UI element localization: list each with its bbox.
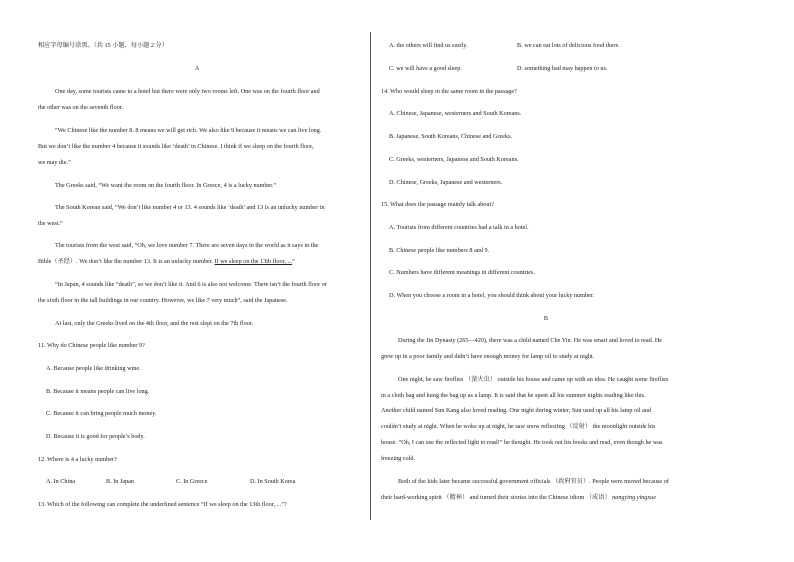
- q14-option-d[interactable]: D. Chinese, Greeks, Japanese and westerners.: [389, 179, 503, 186]
- passage-b-p2-line6: freezing cold.: [381, 455, 416, 462]
- passage-b-p2-line4: couldn’t study at night. When he woke up at night, he saw snow reflecting （反射） the moonlight outside his: [381, 423, 656, 430]
- q12-option-c[interactable]: C. In Greece: [176, 478, 208, 485]
- passage-a-p7: At last, only the Greeks lived on the 4th floor, and the rest slept on the 7th floor.: [55, 320, 254, 327]
- passage-b-p2-line1: One night, he saw fireflies （萤火虫） outside his house and came up with an idea. He caught some fireflies: [398, 376, 669, 383]
- q15-option-a[interactable]: A. Tourists from different countries had a talk in a hotel.: [389, 224, 529, 231]
- q13-option-b[interactable]: B. we can eat lots of delicious food there.: [517, 42, 620, 49]
- passage-b-p2-line3: Another child named Sun Kang also loved reading. One night during winter, Sun used up all his lamp oil and: [381, 407, 652, 414]
- question-15: 15. What does the passage mainly talk about?: [381, 201, 494, 208]
- q15-option-b[interactable]: B. Chinese people like numbers 8 and 9.: [389, 247, 490, 254]
- q11-option-c[interactable]: C. Because it can bring people much money.: [46, 410, 157, 417]
- passage-a-p2-line3: we may die.”: [38, 159, 71, 166]
- section-a-heading: A: [194, 65, 200, 72]
- q11-option-a[interactable]: A. Because people like drinking wine.: [46, 365, 141, 372]
- passage-a-p5-line2: [38, 258, 295, 266]
- question-13: 13. Which of the following can complete the underlined sentence “If we sleep on the 13th floor, ...”?: [38, 501, 287, 508]
- q11-option-d[interactable]: D. Because it is good for people’s body.: [46, 433, 145, 440]
- passage-a-p4-line1: The South Korean said, “We don’t like number 4 or 13. 4 sounds like ‘death’ and 13 is an unlucky number in: [55, 204, 325, 211]
- passage-a-p2-line2: But we don’t like the number 4 because it sounds like ‘death’ in Chinese. I think if we sleep on the fourth floor,: [38, 143, 314, 150]
- passage-a-p6-line2: the sixth floor in the tall buildings in our country. However, we like 7 very much”, said the Japanese.: [38, 297, 288, 304]
- underlined-sentence: If we sleep on the 13th floor, ...: [214, 258, 293, 265]
- q15-option-c[interactable]: C. Numbers have different meanings in different countries.: [389, 269, 535, 276]
- q14-option-c[interactable]: C. Greeks, westerners, Japanese and South Koreans.: [389, 156, 519, 163]
- passage-a-p1-line1: One day, some tourists came to a hotel but there were only two rooms left. One was on the fourth floor and: [55, 88, 320, 95]
- passage-b-p2-line2: in a cloth bag and hung the bag up as a lamp. It is said that he spent all his summer nights reading like this.: [381, 392, 646, 399]
- passage-b-p1-line2: grew up in a poor family and didn’t have enough money for lamp oil to study at night.: [381, 353, 595, 360]
- q12-option-a[interactable]: A. In China: [46, 478, 76, 485]
- instruction-header: 相应字母编号涂黑。（共 15 小题，每小题 2 分）: [38, 42, 168, 49]
- q14-option-b[interactable]: B. Japanese, South Koreans, Chinese and Greeks.: [389, 133, 513, 140]
- passage-a-p2-line1: “We Chinese like the number 8. 8 means we will get rich. We also like 9 because it means we can live long.: [55, 127, 322, 134]
- column-divider: [370, 32, 371, 520]
- passage-a-p5-line2-text: Bible（圣经）. We don’t like the number 13. It is an unlucky number.: [38, 258, 214, 265]
- passage-b-p2-line5: house. “Oh, I can use the reflected light to read!” he thought. He took out his books and read, even though he was: [381, 439, 663, 446]
- passage-a-p6-line1: “In Japan, 4 sounds like “death”, so we don’t like it. And 6 is also not welcome. There isn’t the fourth floor or: [55, 281, 327, 288]
- passage-a-p5-line1: The tourists from the west said, “Oh, we love number 7. There are seven days in the world as it says in the: [55, 242, 319, 249]
- passage-b-p3-line2: [381, 494, 656, 502]
- passage-b-p3-line2-text: their hard-working spirit （精神） and turned their stories into the Chinese idiom （成语）: [381, 494, 611, 501]
- q14-option-a[interactable]: A. Chinese, Japanese, westerners and South Koreans.: [389, 110, 522, 117]
- question-12: 12. Where is 4 a lucky number?: [38, 456, 117, 463]
- q13-option-c[interactable]: C. we will have a good sleep.: [389, 65, 462, 72]
- q13-option-d[interactable]: D. something bad may happen to us.: [517, 65, 608, 72]
- q15-option-d[interactable]: D. When you choose a room in a hotel, you should think about your lucky number.: [389, 292, 595, 299]
- q12-option-b[interactable]: B. In Japan: [106, 478, 135, 485]
- passage-b-p3-line1: Both of the kids later became successful government officials （政府官员）. People were moved because of: [398, 478, 669, 485]
- passage-b-p1-line1: During the Jin Dynasty (265—420), there was a child named Che Yin. He was smart and loved to read. He: [398, 337, 663, 344]
- q12-option-d[interactable]: D. In South Korea: [250, 478, 296, 485]
- q11-option-b[interactable]: B. Because it means people can live long.: [46, 388, 150, 395]
- passage-a-p3: The Greeks said, “We want the room on the fourth floor. In Greece, 4 is a lucky number.”: [55, 182, 277, 189]
- chinese-idiom: nangying yingxue: [612, 494, 656, 501]
- passage-a-p5-line2-end: ”: [292, 258, 295, 265]
- passage-a-p4-line2: the west.”: [38, 220, 63, 227]
- passage-a-p1-line2: the other was on the seventh floor.: [38, 104, 124, 111]
- section-b-heading: B: [543, 315, 549, 322]
- q13-option-a[interactable]: A. the others will find us easily.: [389, 42, 468, 49]
- question-11: 11. Why do Chinese people like number 9?: [38, 342, 145, 349]
- question-14: 14. Who would sleep in the same room in the passage?: [381, 88, 517, 95]
